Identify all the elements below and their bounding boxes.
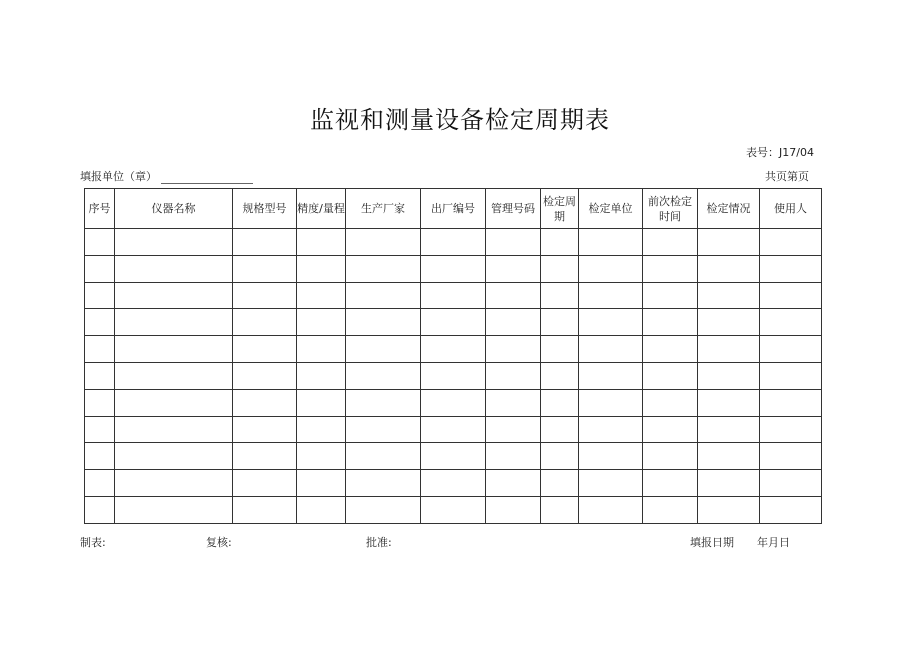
table-cell[interactable]	[541, 362, 579, 389]
col-header-management-number: 管理号码	[486, 189, 541, 229]
table-cell[interactable]	[233, 416, 297, 443]
table-cell[interactable]	[346, 282, 421, 309]
table-cell[interactable]	[115, 496, 233, 523]
table-cell[interactable]	[297, 443, 346, 470]
table-cell[interactable]	[643, 255, 698, 282]
footer-fill-date: 填报日期	[690, 536, 734, 549]
table-cell[interactable]	[486, 496, 541, 523]
table-cell[interactable]	[643, 389, 698, 416]
table-row	[85, 443, 822, 470]
table-cell[interactable]	[579, 255, 643, 282]
table-cell[interactable]	[643, 229, 698, 256]
table-row	[85, 229, 822, 256]
table-cell[interactable]	[579, 416, 643, 443]
table-cell[interactable]	[421, 470, 486, 497]
table-cell[interactable]	[233, 336, 297, 363]
table-cell[interactable]	[297, 416, 346, 443]
table-row	[85, 470, 822, 497]
table-cell[interactable]	[643, 282, 698, 309]
table-cell[interactable]	[541, 229, 579, 256]
table-cell[interactable]	[698, 282, 760, 309]
table-cell[interactable]	[698, 229, 760, 256]
table-cell[interactable]	[297, 309, 346, 336]
table-row	[85, 496, 822, 523]
table-cell[interactable]	[643, 336, 698, 363]
table-cell[interactable]	[698, 416, 760, 443]
fill-unit-label: 填报单位（章）	[80, 170, 157, 183]
table-cell[interactable]	[421, 282, 486, 309]
table-cell[interactable]	[346, 496, 421, 523]
table-cell[interactable]	[297, 336, 346, 363]
table-cell[interactable]	[421, 362, 486, 389]
table-cell[interactable]	[233, 362, 297, 389]
table-cell[interactable]	[297, 389, 346, 416]
table-cell[interactable]	[541, 443, 579, 470]
table-cell[interactable]	[643, 362, 698, 389]
table-cell[interactable]	[233, 282, 297, 309]
table-cell[interactable]	[85, 389, 115, 416]
fill-unit-blank	[161, 173, 253, 184]
table-cell[interactable]	[421, 255, 486, 282]
table-cell[interactable]	[541, 309, 579, 336]
col-header-last-calibration-time: 前次检定时间	[643, 189, 698, 229]
table-cell[interactable]	[233, 389, 297, 416]
table-cell[interactable]	[698, 389, 760, 416]
table-cell[interactable]	[85, 255, 115, 282]
table-cell[interactable]	[760, 416, 822, 443]
table-cell[interactable]	[579, 443, 643, 470]
table-cell[interactable]	[760, 336, 822, 363]
table-cell[interactable]	[541, 496, 579, 523]
table-cell[interactable]	[421, 416, 486, 443]
col-header-manufacturer: 生产厂家	[346, 189, 421, 229]
table-cell[interactable]	[115, 470, 233, 497]
table-cell[interactable]	[579, 336, 643, 363]
table-cell[interactable]	[579, 496, 643, 523]
table-row	[85, 255, 822, 282]
table-cell[interactable]	[698, 336, 760, 363]
table-cell[interactable]	[346, 229, 421, 256]
table-row	[85, 416, 822, 443]
table-cell[interactable]	[233, 309, 297, 336]
table-cell[interactable]	[115, 255, 233, 282]
table-cell[interactable]	[698, 496, 760, 523]
table-cell[interactable]	[421, 389, 486, 416]
table-cell[interactable]	[346, 389, 421, 416]
table-cell[interactable]	[579, 229, 643, 256]
table-cell[interactable]	[297, 362, 346, 389]
table-cell[interactable]	[115, 443, 233, 470]
table-cell[interactable]	[579, 309, 643, 336]
table-cell[interactable]	[579, 282, 643, 309]
col-header-calibration-unit: 检定单位	[579, 189, 643, 229]
table-cell[interactable]	[85, 470, 115, 497]
table-cell[interactable]	[698, 309, 760, 336]
table-row	[85, 282, 822, 309]
table-cell[interactable]	[760, 389, 822, 416]
calibration-table	[84, 188, 822, 524]
table-cell[interactable]	[760, 443, 822, 470]
table-cell[interactable]	[421, 336, 486, 363]
table-cell[interactable]	[115, 362, 233, 389]
table-cell[interactable]	[115, 336, 233, 363]
col-header-calibration-status: 检定情况	[698, 189, 760, 229]
col-header-instrument-name: 仪器名称	[115, 189, 233, 229]
table-cell[interactable]	[486, 389, 541, 416]
table-cell[interactable]	[85, 309, 115, 336]
table-cell[interactable]	[233, 470, 297, 497]
table-header-row	[85, 189, 822, 229]
table-cell[interactable]	[115, 229, 233, 256]
table-cell[interactable]	[760, 362, 822, 389]
col-header-user: 使用人	[760, 189, 822, 229]
table-cell[interactable]	[760, 282, 822, 309]
table-cell[interactable]	[297, 282, 346, 309]
table-cell[interactable]	[486, 282, 541, 309]
table-cell[interactable]	[346, 309, 421, 336]
table-cell[interactable]	[760, 309, 822, 336]
table-cell[interactable]	[85, 336, 115, 363]
table-cell[interactable]	[486, 416, 541, 443]
table-cell[interactable]	[346, 416, 421, 443]
col-header-model: 规格型号	[233, 189, 297, 229]
table-cell[interactable]	[297, 229, 346, 256]
table-cell[interactable]	[698, 255, 760, 282]
table-cell[interactable]	[579, 389, 643, 416]
table-cell[interactable]	[346, 470, 421, 497]
table-cell[interactable]	[85, 443, 115, 470]
table-cell[interactable]	[115, 282, 233, 309]
table-cell[interactable]	[643, 443, 698, 470]
col-header-serial-number: 出厂编号	[421, 189, 486, 229]
table-cell[interactable]	[346, 362, 421, 389]
table-cell[interactable]	[421, 309, 486, 336]
table-cell[interactable]	[85, 229, 115, 256]
table-cell[interactable]	[760, 496, 822, 523]
table-cell[interactable]	[643, 416, 698, 443]
col-header-calibration-cycle: 检定周期	[541, 189, 579, 229]
footer-reviewed-by: 复核:	[206, 536, 232, 549]
table-cell[interactable]	[233, 496, 297, 523]
form-number: 表号：J17/04	[746, 146, 814, 159]
table-cell[interactable]	[541, 416, 579, 443]
table-cell[interactable]	[486, 443, 541, 470]
table-cell[interactable]	[233, 255, 297, 282]
table-cell[interactable]	[346, 443, 421, 470]
table-cell[interactable]	[643, 470, 698, 497]
table-cell[interactable]	[115, 416, 233, 443]
table-body	[85, 229, 822, 524]
table-cell[interactable]	[486, 255, 541, 282]
table-row	[85, 362, 822, 389]
table-cell[interactable]	[85, 362, 115, 389]
table-cell[interactable]	[541, 389, 579, 416]
table-cell[interactable]	[541, 255, 579, 282]
table-cell[interactable]	[541, 282, 579, 309]
table-cell[interactable]	[115, 309, 233, 336]
footer-prepared-by: 制表:	[80, 536, 106, 549]
table-cell[interactable]	[486, 229, 541, 256]
table-cell[interactable]	[233, 229, 297, 256]
table-cell[interactable]	[85, 416, 115, 443]
table-cell[interactable]	[541, 336, 579, 363]
table-cell[interactable]	[421, 443, 486, 470]
table-row	[85, 309, 822, 336]
table-cell[interactable]	[698, 470, 760, 497]
col-header-seq: 序号	[85, 189, 115, 229]
footer-date-units: 年月日	[757, 536, 790, 549]
table-cell[interactable]	[579, 362, 643, 389]
table-cell[interactable]	[643, 496, 698, 523]
table-cell[interactable]	[115, 389, 233, 416]
page-count: 共页第页	[765, 170, 809, 183]
table-row	[85, 336, 822, 363]
table-cell[interactable]	[760, 255, 822, 282]
table-cell[interactable]	[486, 470, 541, 497]
table-cell[interactable]	[486, 309, 541, 336]
table-cell[interactable]	[85, 282, 115, 309]
table-cell[interactable]	[297, 496, 346, 523]
table-cell[interactable]	[486, 362, 541, 389]
footer-approved-by: 批准:	[366, 536, 392, 549]
table-cell[interactable]	[698, 362, 760, 389]
table-cell[interactable]	[698, 443, 760, 470]
table-cell[interactable]	[85, 496, 115, 523]
page-title: 监视和测量设备检定周期表	[310, 106, 610, 134]
table-cell[interactable]	[346, 255, 421, 282]
table-cell[interactable]	[643, 309, 698, 336]
table-cell[interactable]	[233, 443, 297, 470]
table-cell[interactable]	[421, 229, 486, 256]
table-cell[interactable]	[297, 470, 346, 497]
table-cell[interactable]	[579, 470, 643, 497]
table-cell[interactable]	[760, 229, 822, 256]
table-cell[interactable]	[346, 336, 421, 363]
table-cell[interactable]	[421, 496, 486, 523]
col-header-accuracy-range: 精度/量程	[297, 189, 346, 229]
fill-unit-row	[80, 168, 253, 184]
table-row	[85, 389, 822, 416]
table-cell[interactable]	[297, 255, 346, 282]
table-cell[interactable]	[486, 336, 541, 363]
table-cell[interactable]	[541, 470, 579, 497]
table-cell[interactable]	[760, 470, 822, 497]
